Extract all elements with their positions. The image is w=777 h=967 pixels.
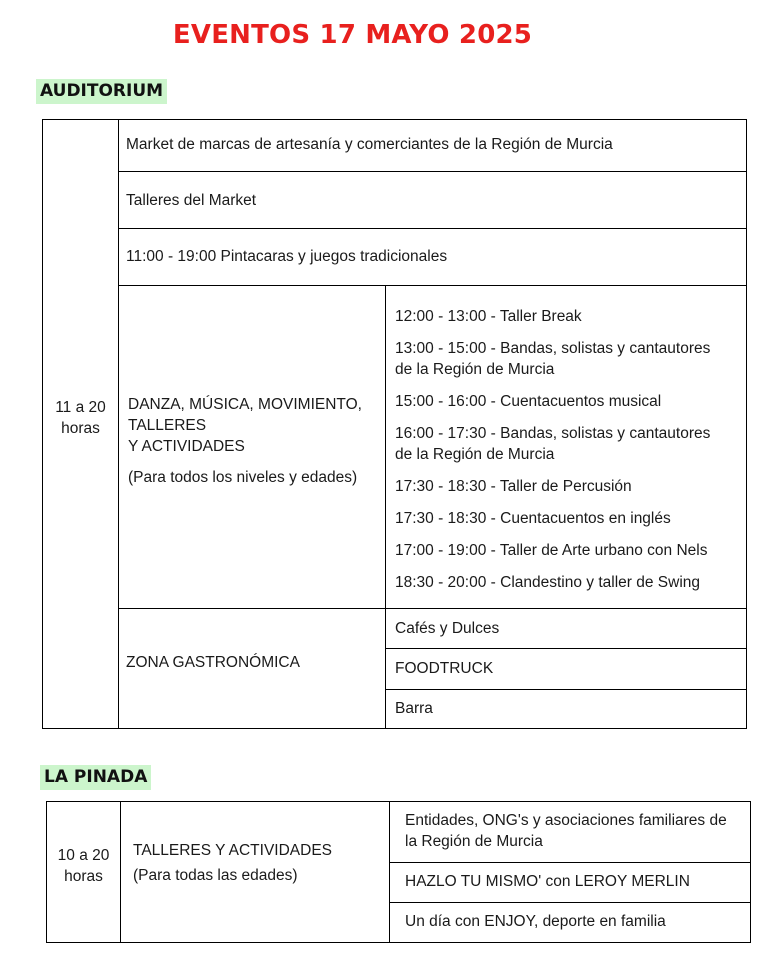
dance-label-line: DANZA, MÚSICA, MOVIMIENTO, xyxy=(128,396,362,413)
auditorium-hours xyxy=(43,397,118,439)
dance-note: (Para todos los niveles y edades) xyxy=(128,469,358,486)
gastro-item: Barra xyxy=(395,700,433,717)
hours-line: 11 a 20 xyxy=(55,399,106,416)
schedule-item: 17:00 - 19:00 - Taller de Arte urbano con Nels xyxy=(395,542,708,559)
row-talleres-market: Talleres del Market xyxy=(126,192,257,209)
schedule-item: 17:30 - 18:30 - Cuentacuentos en inglés xyxy=(395,510,671,527)
pinada-item: Entidades, ONG's y asociaciones familiares de la Región de Murcia xyxy=(405,812,727,850)
schedule-item: 13:00 - 15:00 - Bandas, solistas y cantautores de la Región de Murcia xyxy=(395,340,711,378)
page-title: EVENTOS 17 MAYO 2025 xyxy=(172,20,533,50)
pinada-hours xyxy=(47,845,120,887)
pinada-note: (Para todas las edades) xyxy=(133,867,298,884)
gastro-label: ZONA GASTRONÓMICA xyxy=(126,654,300,671)
schedule-item: 15:00 - 16:00 - Cuentacuentos musical xyxy=(395,393,662,410)
schedule-item: 17:30 - 18:30 - Taller de Percusión xyxy=(395,478,632,495)
auditorium-table xyxy=(42,119,747,729)
pinada-table xyxy=(46,801,751,943)
schedule-item: 12:00 - 13:00 - Taller Break xyxy=(395,308,582,325)
section-heading-auditorium: AUDITORIUM xyxy=(36,79,167,104)
gastro-item: Cafés y Dulces xyxy=(395,620,500,637)
pinada-item: Un día con ENJOY, deporte en familia xyxy=(405,913,666,930)
schedule-item: 18:30 - 20:00 - Clandestino y taller de Swing xyxy=(395,574,701,591)
row-pintacaras: 11:00 - 19:00 Pintacaras y juegos tradicionales xyxy=(126,248,448,265)
schedule-item: 16:00 - 17:30 - Bandas, solistas y cantautores de la Región de Murcia xyxy=(395,425,711,463)
section-heading-la-pinada: LA PINADA xyxy=(40,765,151,790)
hours-line: horas xyxy=(61,420,100,437)
dance-label xyxy=(128,394,362,488)
gastro-item: FOODTRUCK xyxy=(395,660,494,677)
pinada-label-line: TALLERES Y ACTIVIDADES xyxy=(133,842,332,859)
hours-line: horas xyxy=(64,868,103,885)
row-market: Market de marcas de artesanía y comerciantes de la Región de Murcia xyxy=(126,136,613,153)
dance-schedule xyxy=(395,306,710,604)
dance-label-line: Y ACTIVIDADES xyxy=(128,438,245,455)
hours-line: 10 a 20 xyxy=(57,847,110,864)
dance-label-line: TALLERES xyxy=(128,417,207,434)
pinada-label xyxy=(133,840,332,886)
pinada-item: HAZLO TU MISMO' con LEROY MERLIN xyxy=(405,873,690,890)
